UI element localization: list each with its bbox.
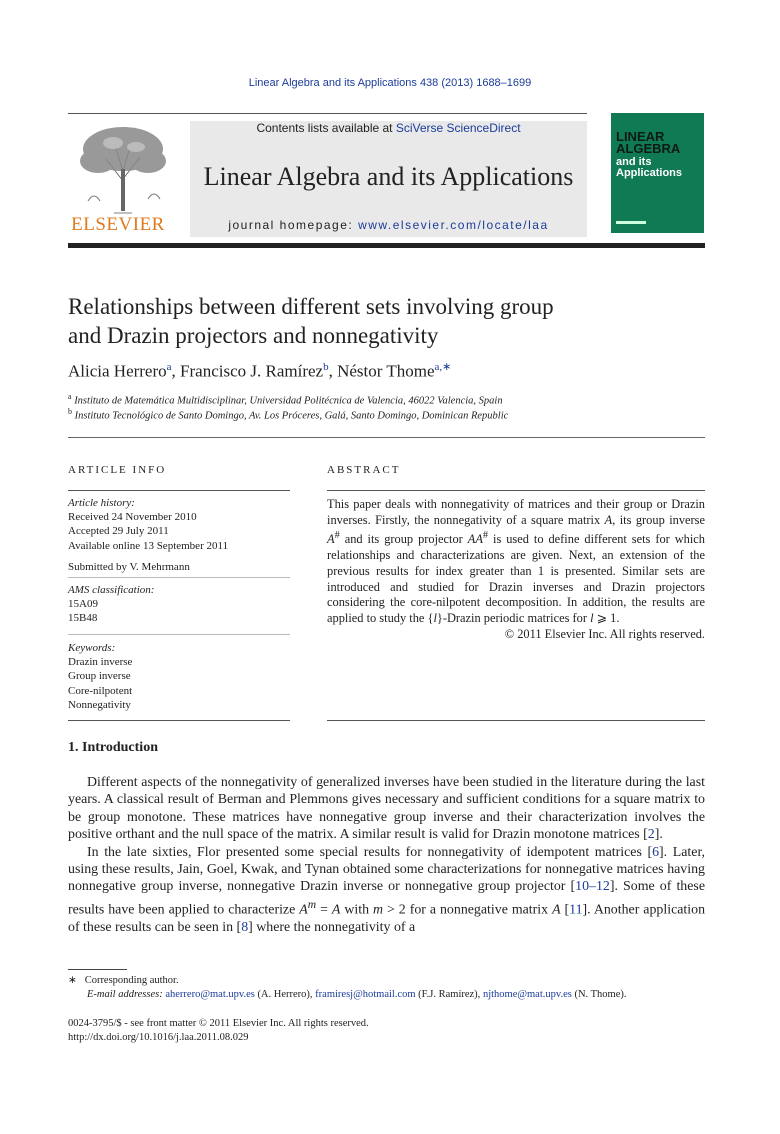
footnote-rule (68, 969, 127, 970)
email-link[interactable]: njthome@mat.upv.es (482, 989, 572, 1000)
info-bottom-rule (68, 720, 290, 721)
publisher-wordmark: ELSEVIER (71, 214, 165, 235)
cover-title: LINEAR ALGEBRA (616, 129, 681, 156)
header-top-rule (68, 113, 587, 114)
abstract-bottom-rule (327, 720, 705, 721)
journal-reference[interactable]: Linear Algebra and its Applications 438 (2013) 1688–1699 (248, 77, 532, 89)
article-title (68, 292, 708, 350)
section-rule (68, 437, 705, 438)
email-link[interactable]: aherrero@mat.upv.es (165, 989, 255, 1000)
author-list: Alicia Herrero$^a$, Francisco J. Ramírez$^b$, Néstor Thome$^{a,∗}$ (68, 361, 452, 381)
affil-marker[interactable]: a (166, 361, 172, 373)
intro-paragraph-1: Different aspects of the nonnegativity of generalized inverses have been studied in the literature during the last years. A classical result of Berman and Plemmons gives necessary and sufficient conditions for a square matrix to be group monotone. These matrices have nonnegative group inverse and their characterization involves the positive orthant and the null space of the matrix. A similar result is valid for Drazin monotone matrices [2]. (68, 775, 705, 843)
keyword: Group inverse (68, 670, 131, 683)
journal-name: Linear Algebra and its Applications (203, 162, 574, 191)
abstract-copyright: © 2011 Elsevier Inc. All rights reserved. (504, 626, 705, 641)
keywords: Keywords: Drazin inverse Group inverse Core-nilpotent Nonnegativity (68, 641, 290, 712)
article-info-heading: ARTICLE INFO (68, 464, 167, 476)
email-link[interactable]: framiresj@hotmail.com (315, 989, 416, 1000)
affil-marker[interactable]: a,∗ (434, 361, 452, 373)
info-rule (68, 490, 290, 491)
keyword: Core-nilpotent (68, 684, 133, 697)
ref-link[interactable]: 11 (569, 902, 583, 918)
affiliation-b: $^b$ Instituto Tecnológico de Santo Domingo, Av. Los Próceres, Galá, Santo Domingo, Dominican Republic (68, 407, 509, 422)
author-ramirez: Francisco J. Ramírez (180, 361, 324, 381)
doi-link[interactable]: http://dx.doi.org/10.1016/j.laa.2011.08.029 (68, 1032, 249, 1043)
abstract-rule (327, 490, 705, 491)
contents-prefix: Contents lists available at (256, 121, 396, 135)
info-divider (68, 634, 290, 635)
info-divider (68, 577, 290, 578)
journal-homepage (190, 218, 587, 232)
affil-marker[interactable]: b (323, 361, 329, 373)
ref-link[interactable]: 2 (647, 827, 655, 843)
cover-bar (616, 221, 646, 224)
keyword: Nonnegativity (68, 698, 131, 711)
elsevier-tree-icon (68, 121, 178, 216)
issn-line: 0024-3795/$ - see front matter © 2011 Elsevier Inc. All rights reserved. (68, 1018, 369, 1029)
ref-link[interactable]: 8 (241, 919, 249, 935)
ref-link[interactable]: 6 (652, 844, 660, 860)
ref-link[interactable]: 10–12 (575, 879, 610, 895)
abstract-text: This paper deals with nonnegativity of matrices and their group or Drazin inverses. Firstly, the nonnegativity of a square matrix A, its group inverse A# and its group projector AA# is used to define different sets for which relationships and characterizations are given. Next, an extension of the previous results for index greater than 1 is presented. Similar sets are introduced and studied for Drazin inverses and Drazin projectors considering the core-nilpotent decomposition. In addition, the results are applied to study the {l}-Drazin periodic matrices for l ⩾ 1. © 2011 Elsevier Inc. All rights reserved. (327, 497, 705, 641)
article-history: Article history: Received 24 November 2010 Accepted 29 July 2011 Available online 13 September 2011 (68, 497, 229, 552)
ams-classification: AMS classification: 15A09 15B48 (68, 584, 155, 625)
author-thome: Néstor Thome (337, 361, 435, 381)
contents-line (190, 121, 587, 135)
author-herrero: Alicia Herrero (68, 361, 167, 381)
corresponding-author-note: ∗ Corresponding author. (68, 975, 179, 986)
submitted-by: Submitted by V. Mehrmann (68, 561, 190, 573)
email-addresses: E-mail addresses: aherrero@mat.upv.es (A. Herrero), framiresj@hotmail.com (F.J. Ramírez), njthome@mat.upv.es (N. Thome). (87, 989, 627, 1000)
intro-heading: 1. Introduction (68, 740, 158, 755)
abstract-heading: ABSTRACT (327, 464, 401, 476)
header-bottom-rule (68, 243, 705, 248)
affiliation-a: $^a$ Instituto de Matemática Multidisciplinar, Universidad Politécnica de Valencia, 46022 Valencia, Spain (68, 392, 503, 407)
title-line-1: Relationships between different sets involving group (68, 294, 554, 319)
sciencedirect-link[interactable]: SciVerse ScienceDirect (395, 121, 521, 135)
intro-body (68, 774, 705, 936)
cover-subtitle: and its Applications (616, 156, 683, 179)
homepage-prefix: journal homepage: (228, 218, 359, 232)
title-line-2: and Drazin projectors and nonnegativity (68, 323, 439, 348)
homepage-link[interactable]: www.elsevier.com/locate/laa (358, 218, 549, 232)
keyword: Drazin inverse (68, 656, 133, 669)
intro-paragraph-2: In the late sixties, Flor presented some special results for nonnegativity of idempotent matrices [6]. Later, using these results, Jain, Goel, Kwak, and Tynan obtained some characterizations for nonnegative matrices having nonnegative group inverse, nonnegative Drazin inverse or nonnegative group projector [10–12]. Some of these results have been applied to characterize $A^m = A$ with m > 2 for a nonnegative matrix A [11]. Another application of these results can be seen in [8] where the nonnegativity of a (68, 844, 706, 935)
journal-cover (611, 113, 704, 233)
